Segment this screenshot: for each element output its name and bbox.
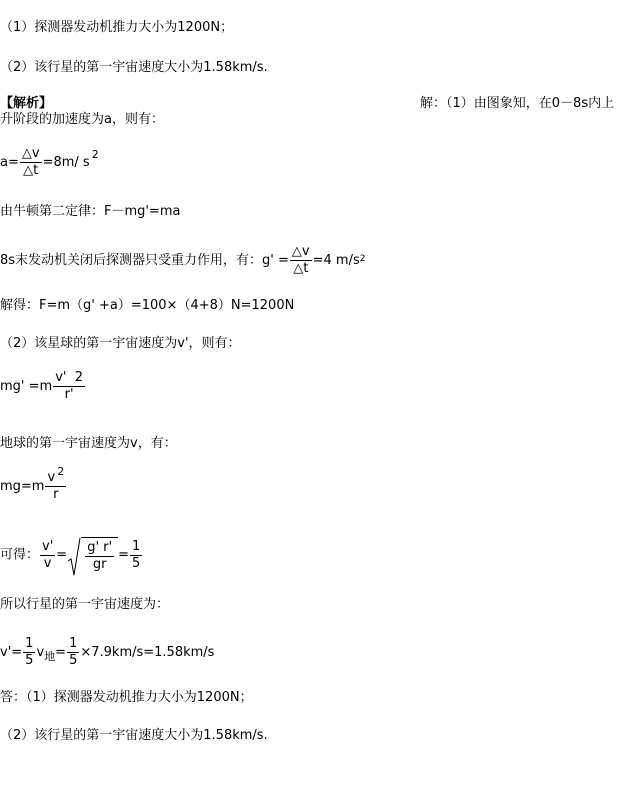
equation-final (0, 636, 214, 669)
answer-top-line-1: （1）探测器发动机推力大小为1200N； (0, 20, 234, 35)
final-v-subscript: 地 (44, 650, 56, 663)
eq-earth-denominator: r (53, 487, 59, 502)
equation-gravity (0, 244, 365, 277)
eq-a-numerator: △v (21, 146, 40, 161)
eq-a-denominator: △t (23, 163, 39, 178)
eq-a-lhs: a= (0, 155, 19, 170)
newton-second-law: 由牛顿第二定律：F－mg'=ma (0, 204, 181, 219)
ratio-equals-2: = (118, 547, 129, 563)
equation-earth (0, 465, 67, 503)
answer-bottom-line-2: （2）该行星的第一宇宙速度大小为1.58km/s. (0, 728, 268, 743)
sqrt-expression (67, 537, 118, 573)
ratio-label: 可得： (0, 547, 40, 563)
sqrt-body (81, 537, 118, 573)
ratio-lhs-numerator: v' (42, 538, 54, 554)
eq-planet-lhs: mg' =m (0, 379, 53, 394)
conclusion-intro: 所以行星的第一宇宙速度为： (0, 597, 170, 612)
sqrt-denominator: gr (92, 557, 107, 572)
final-fraction-2 (67, 636, 79, 669)
gravity-numerator: △v (291, 244, 310, 259)
eq-earth-lhs: mg=m (0, 479, 45, 494)
sqrt-fraction (85, 540, 114, 573)
analysis-continuation: 升阶段的加速度为a，则有： (0, 112, 164, 127)
radical-sign-icon (67, 537, 81, 577)
ratio-result-numerator: 1 (132, 538, 141, 554)
final-f2-numerator: 1 (69, 636, 78, 651)
gravity-text: 8s末发动机关闭后探测器只受重力作用，有：g' = (0, 253, 289, 268)
eq-planet-denominator: r' (64, 387, 74, 402)
answer-bottom-line-1: 答：（1）探测器发动机推力大小为1200N； (0, 690, 253, 705)
final-f2-denominator: 5 (69, 653, 78, 668)
eq-earth-numerator: v (47, 470, 56, 485)
final-rhs: ×7.9km/s=1.58km/s (80, 645, 215, 660)
earth-intro: 地球的第一宇宙速度为v，有： (0, 436, 177, 451)
ratio-lhs-fraction (40, 539, 55, 572)
final-fraction-1 (23, 636, 35, 669)
ratio-result-denominator: 5 (132, 555, 141, 571)
answer-top-line-2: （2）该行星的第一宇宙速度大小为1.58km/s. (0, 60, 268, 75)
sqrt-numerator: g' r' (87, 540, 113, 555)
equation-planet (0, 370, 86, 403)
eq-earth-fraction (45, 465, 66, 503)
eq-earth-numerator-wrap (45, 465, 66, 486)
final-v: v (36, 645, 45, 660)
gravity-fraction (290, 244, 312, 277)
final-f1-denominator: 5 (25, 653, 34, 668)
eq-planet-fraction (53, 370, 85, 403)
eq-a-rhs: =8m/ s (42, 155, 90, 170)
equation-acceleration (0, 146, 99, 179)
analysis-heading: 【解析】 (0, 96, 53, 111)
part2-intro: （2）该星球的第一宇宙速度为v'，则有： (0, 336, 241, 351)
eq-a-exponent: 2 (91, 148, 99, 161)
ratio-equals: = (56, 547, 68, 563)
solve-thrust: 解得：F=m（g' +a）=100×（4+8）N=1200N (0, 298, 295, 313)
gravity-rhs: =4 m/s (312, 253, 360, 268)
ratio-lhs-denominator: v (43, 555, 52, 571)
final-lhs: v'= (0, 645, 23, 660)
equation-ratio (0, 537, 143, 573)
final-f1-numerator: 1 (25, 636, 34, 651)
eq-planet-numerator: v' 2 (55, 370, 83, 385)
gravity-exponent: 2 (359, 254, 366, 264)
analysis-right-text: 解：（1）由图象知，在0－8s内上 (420, 96, 615, 111)
eq-a-fraction (20, 146, 42, 179)
eq-earth-exponent: 2 (57, 465, 65, 478)
gravity-denominator: △t (293, 261, 309, 276)
final-equals: = (55, 645, 67, 660)
ratio-result-fraction (130, 539, 142, 572)
